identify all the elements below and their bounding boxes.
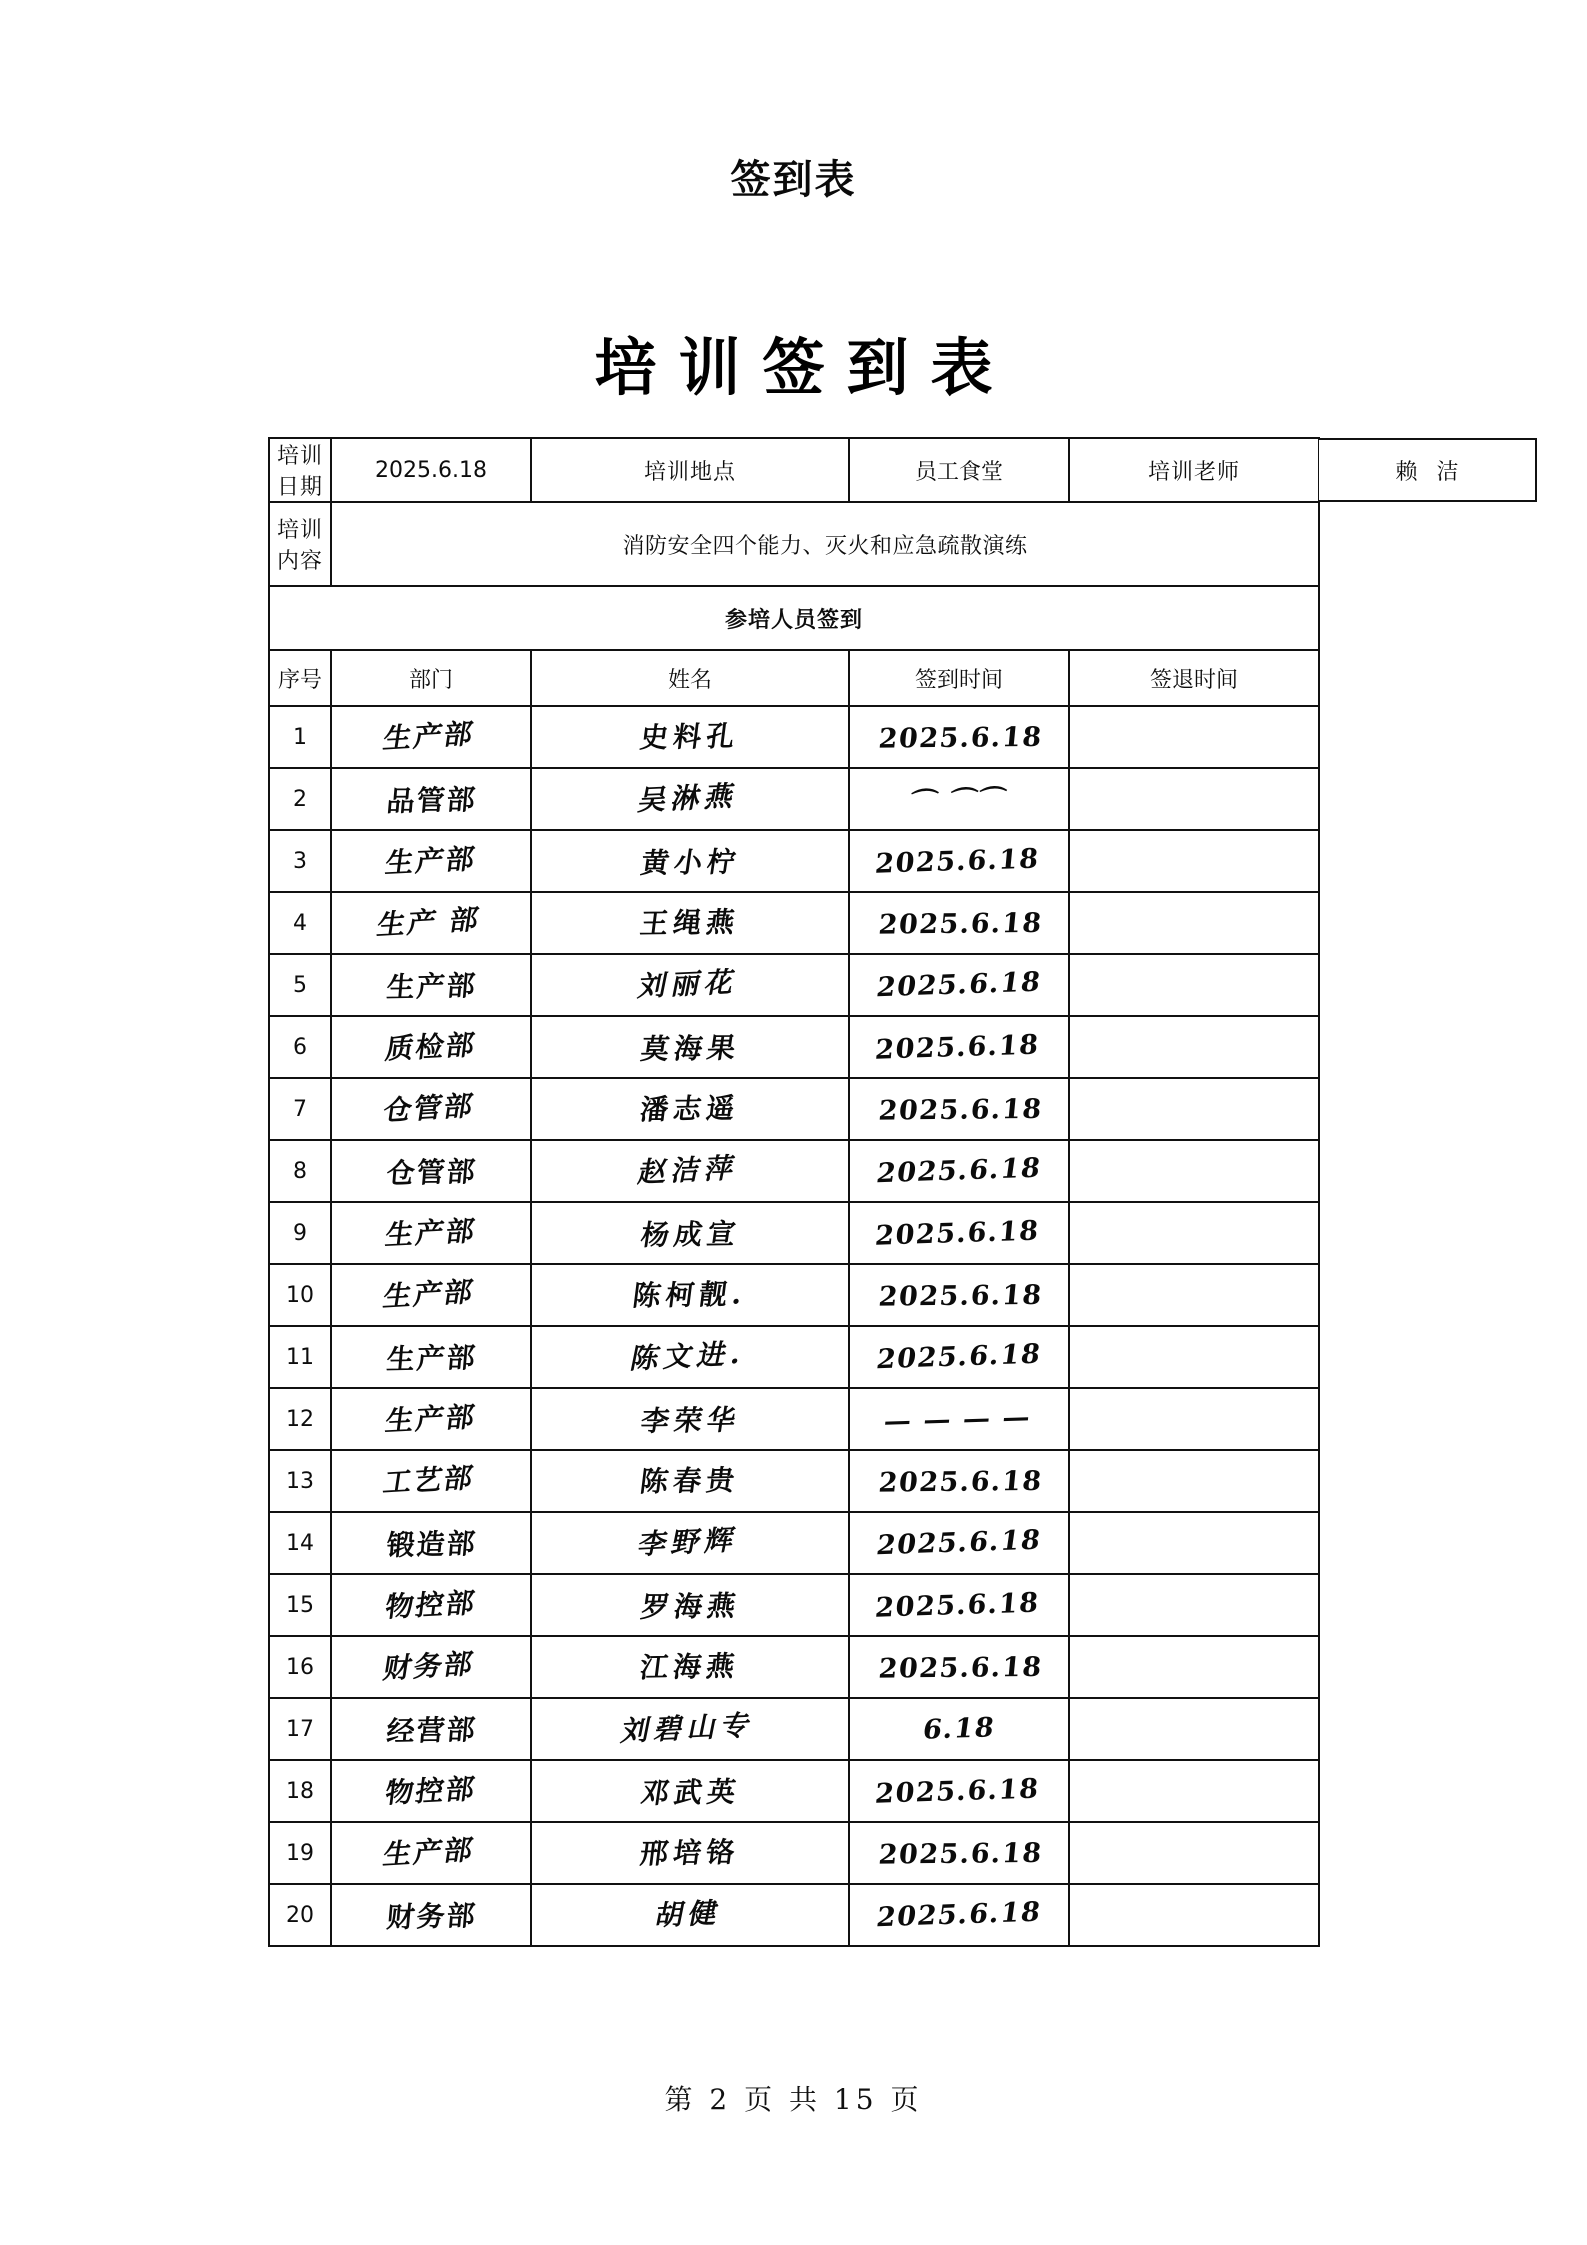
meta-row-content bbox=[269, 502, 1319, 586]
table-row bbox=[269, 1326, 1319, 1388]
row-department bbox=[331, 1636, 531, 1698]
row-sign-in-time bbox=[849, 1698, 1069, 1760]
row-sign-in-time-text: 2025.6.18 bbox=[874, 1896, 1044, 1934]
table-row bbox=[269, 830, 1319, 892]
row-department bbox=[331, 954, 531, 1016]
row-sign-in-time-text: 2025.6.18 bbox=[873, 843, 1041, 880]
row-department bbox=[331, 768, 531, 830]
row-department bbox=[331, 1202, 531, 1264]
row-name-signature-text: 王绳燕 bbox=[638, 905, 742, 941]
row-sign-in-time bbox=[849, 1140, 1069, 1202]
row-sign-out-time bbox=[1069, 892, 1319, 954]
row-department-text: 物控部 bbox=[383, 1772, 479, 1810]
row-sign-in-time-text: 2025.6.18 bbox=[877, 1651, 1045, 1685]
row-name-signature-text: 胡健 bbox=[652, 1896, 726, 1933]
row-sign-in-time bbox=[849, 1326, 1069, 1388]
row-sign-out-time bbox=[1069, 1078, 1319, 1140]
row-name-signature-text: 江海燕 bbox=[638, 1649, 742, 1685]
row-name-signature bbox=[531, 1574, 849, 1636]
row-name-signature-text: 李野辉 bbox=[635, 1523, 743, 1561]
row-department-text: 经营部 bbox=[385, 1713, 479, 1748]
row-department bbox=[331, 892, 531, 954]
training-content-value: 消防安全四个能力、灭火和应急疏散演练 bbox=[331, 502, 1319, 586]
row-sign-in-time-text: 2025.6.18 bbox=[873, 1587, 1041, 1624]
row-sign-out-time bbox=[1069, 1016, 1319, 1078]
row-name-signature bbox=[531, 1140, 849, 1202]
row-index: 6 bbox=[269, 1016, 331, 1078]
row-department-text: 生产部 bbox=[380, 1274, 477, 1314]
roster-section-header bbox=[269, 586, 1319, 650]
row-index: 8 bbox=[269, 1140, 331, 1202]
sign-in-table-container bbox=[268, 437, 1318, 1947]
row-sign-out-time bbox=[1069, 1822, 1319, 1884]
roster-section-title: 参培人员签到 bbox=[269, 586, 1319, 650]
table-row bbox=[269, 768, 1319, 830]
row-sign-out-time bbox=[1069, 768, 1319, 830]
table-row bbox=[269, 1450, 1319, 1512]
row-sign-out-time bbox=[1069, 830, 1319, 892]
row-index: 11 bbox=[269, 1326, 331, 1388]
row-sign-in-time-text: 2025.6.18 bbox=[874, 1152, 1044, 1190]
row-sign-in-time bbox=[849, 1078, 1069, 1140]
row-department-text: 仓管部 bbox=[385, 1155, 479, 1190]
row-sign-in-time-text: 2025.6.18 bbox=[874, 966, 1044, 1004]
row-name-signature bbox=[531, 1388, 849, 1450]
row-index: 14 bbox=[269, 1512, 331, 1574]
table-row bbox=[269, 892, 1319, 954]
row-sign-in-time bbox=[849, 892, 1069, 954]
row-index: 18 bbox=[269, 1760, 331, 1822]
row-department-text: 质检部 bbox=[383, 1028, 479, 1066]
row-department bbox=[331, 706, 531, 768]
table-row bbox=[269, 1264, 1319, 1326]
row-name-signature bbox=[531, 1512, 849, 1574]
row-name-signature-text: 潘志遥 bbox=[638, 1091, 742, 1127]
table-row bbox=[269, 1636, 1319, 1698]
row-name-signature bbox=[531, 706, 849, 768]
training-teacher-label: 培训老师 bbox=[1069, 438, 1319, 502]
row-sign-in-time-text: 2025.6.18 bbox=[877, 1093, 1045, 1127]
row-department-text: 生产部 bbox=[383, 842, 479, 880]
row-index: 20 bbox=[269, 1884, 331, 1946]
row-name-signature-text: 陈柯靓. bbox=[630, 1277, 749, 1313]
training-place-label: 培训地点 bbox=[531, 438, 849, 502]
row-name-signature-text: 刘碧山专 bbox=[618, 1708, 759, 1748]
row-sign-out-time bbox=[1069, 1574, 1319, 1636]
row-department-text: 生产部 bbox=[380, 1832, 477, 1872]
row-index: 4 bbox=[269, 892, 331, 954]
row-name-signature-text: 罗海燕 bbox=[638, 1589, 743, 1624]
row-department-text: 生产部 bbox=[383, 1400, 479, 1438]
table-row bbox=[269, 1140, 1319, 1202]
row-sign-in-time-text: 2025.6.18 bbox=[877, 907, 1045, 941]
row-department bbox=[331, 1388, 531, 1450]
column-header-index: 序号 bbox=[269, 650, 331, 706]
row-department-text: 财务部 bbox=[380, 1646, 477, 1686]
row-sign-in-time-text: 2025.6.18 bbox=[877, 1837, 1045, 1871]
row-sign-out-time bbox=[1069, 1760, 1319, 1822]
table-row bbox=[269, 954, 1319, 1016]
row-name-signature-text: 邢培铬 bbox=[638, 1835, 742, 1871]
table-row bbox=[269, 1760, 1319, 1822]
row-sign-in-time-text: 6.18 bbox=[920, 1712, 998, 1746]
row-department-text: 仓管部 bbox=[380, 1088, 477, 1128]
row-sign-in-time bbox=[849, 1760, 1069, 1822]
training-teacher-value-overlay: 赖 洁 bbox=[1319, 438, 1537, 502]
row-name-signature bbox=[531, 830, 849, 892]
row-sign-in-time bbox=[849, 830, 1069, 892]
table-row bbox=[269, 1016, 1319, 1078]
row-sign-out-time bbox=[1069, 1450, 1319, 1512]
table-row bbox=[269, 1884, 1319, 1946]
row-sign-in-time bbox=[849, 1884, 1069, 1946]
column-header-dept: 部门 bbox=[331, 650, 531, 706]
row-sign-out-time bbox=[1069, 954, 1319, 1016]
row-sign-in-time bbox=[849, 768, 1069, 830]
row-department-text: 生产 部 bbox=[374, 902, 483, 942]
row-sign-in-time-text: ⌒ ⌒⌒ bbox=[907, 784, 1010, 820]
row-sign-in-time bbox=[849, 1636, 1069, 1698]
row-name-signature bbox=[531, 1016, 849, 1078]
row-department-text: 锻造部 bbox=[385, 1527, 479, 1562]
row-department-text: 物控部 bbox=[383, 1586, 479, 1624]
table-row bbox=[269, 1512, 1319, 1574]
row-index: 2 bbox=[269, 768, 331, 830]
row-index: 10 bbox=[269, 1264, 331, 1326]
row-name-signature bbox=[531, 1264, 849, 1326]
document-header-title: 签到表 bbox=[730, 156, 857, 203]
row-name-signature-text: 陈文进. bbox=[627, 1336, 750, 1376]
row-department bbox=[331, 830, 531, 892]
row-index: 9 bbox=[269, 1202, 331, 1264]
row-department-text: 财务部 bbox=[385, 1899, 479, 1934]
roster-column-header-row bbox=[269, 650, 1319, 706]
row-department-text: 工艺部 bbox=[380, 1460, 477, 1500]
row-name-signature bbox=[531, 1822, 849, 1884]
row-sign-in-time bbox=[849, 954, 1069, 1016]
training-date-value: 2025.6.18 bbox=[331, 438, 531, 502]
meta-row-date-place-teacher bbox=[269, 438, 1319, 502]
row-department bbox=[331, 1760, 531, 1822]
row-sign-out-time bbox=[1069, 1636, 1319, 1698]
row-name-signature bbox=[531, 1636, 849, 1698]
row-department-text: 生产部 bbox=[380, 716, 477, 756]
row-sign-out-time bbox=[1069, 1388, 1319, 1450]
table-row bbox=[269, 706, 1319, 768]
row-department bbox=[331, 1512, 531, 1574]
row-name-signature-text: 黄小柠 bbox=[638, 845, 743, 880]
page-title: 培训签到表 bbox=[594, 331, 1015, 404]
row-sign-in-time bbox=[849, 1512, 1069, 1574]
row-sign-in-time bbox=[849, 1574, 1069, 1636]
row-sign-in-time-text: 2025.6.18 bbox=[877, 1279, 1045, 1313]
row-name-signature bbox=[531, 1760, 849, 1822]
row-sign-in-time-text: — — — — bbox=[882, 1401, 1033, 1438]
row-name-signature-text: 刘丽花 bbox=[635, 965, 743, 1003]
row-sign-out-time bbox=[1069, 1884, 1319, 1946]
row-index: 17 bbox=[269, 1698, 331, 1760]
row-sign-in-time bbox=[849, 1202, 1069, 1264]
row-sign-in-time-text: 2025.6.18 bbox=[873, 1773, 1041, 1810]
row-index: 7 bbox=[269, 1078, 331, 1140]
row-name-signature bbox=[531, 1450, 849, 1512]
row-department bbox=[331, 1016, 531, 1078]
row-sign-out-time bbox=[1069, 1202, 1319, 1264]
row-department bbox=[331, 1574, 531, 1636]
row-sign-in-time-text: 2025.6.18 bbox=[877, 721, 1045, 755]
row-sign-in-time bbox=[849, 1822, 1069, 1884]
row-index: 5 bbox=[269, 954, 331, 1016]
row-name-signature-text: 杨成宣 bbox=[638, 1217, 743, 1252]
row-index: 15 bbox=[269, 1574, 331, 1636]
row-name-signature bbox=[531, 892, 849, 954]
row-sign-in-time-text: 2025.6.18 bbox=[874, 1338, 1044, 1376]
row-sign-in-time bbox=[849, 1450, 1069, 1512]
row-name-signature-text: 史料孔 bbox=[638, 719, 742, 755]
table-row bbox=[269, 1574, 1319, 1636]
row-department-text: 生产部 bbox=[385, 1341, 479, 1376]
row-name-signature bbox=[531, 1326, 849, 1388]
row-department-text: 生产部 bbox=[385, 969, 479, 1004]
row-name-signature bbox=[531, 768, 849, 830]
row-name-signature bbox=[531, 1884, 849, 1946]
row-name-signature bbox=[531, 954, 849, 1016]
table-row bbox=[269, 1822, 1319, 1884]
row-name-signature-text: 陈春贵 bbox=[638, 1463, 742, 1499]
row-sign-out-time bbox=[1069, 1512, 1319, 1574]
row-index: 19 bbox=[269, 1822, 331, 1884]
row-sign-out-time bbox=[1069, 706, 1319, 768]
table-row bbox=[269, 1202, 1319, 1264]
row-department bbox=[331, 1140, 531, 1202]
row-name-signature-text: 吴淋燕 bbox=[635, 779, 743, 817]
row-index: 13 bbox=[269, 1450, 331, 1512]
row-sign-in-time bbox=[849, 706, 1069, 768]
table-row bbox=[269, 1698, 1319, 1760]
row-sign-out-time bbox=[1069, 1326, 1319, 1388]
row-name-signature bbox=[531, 1202, 849, 1264]
row-department bbox=[331, 1078, 531, 1140]
row-sign-in-time bbox=[849, 1388, 1069, 1450]
row-sign-in-time-text: 2025.6.18 bbox=[873, 1215, 1041, 1252]
table-row bbox=[269, 1388, 1319, 1450]
row-department bbox=[331, 1884, 531, 1946]
training-place-value: 员工食堂 bbox=[849, 438, 1069, 502]
row-department bbox=[331, 1822, 531, 1884]
page-footer: 第 2 页 共 15 页 bbox=[664, 2083, 923, 2116]
row-department-text: 生产部 bbox=[383, 1214, 479, 1252]
row-index: 16 bbox=[269, 1636, 331, 1698]
training-date-label: 培训日期 bbox=[269, 438, 331, 502]
row-sign-out-time bbox=[1069, 1698, 1319, 1760]
row-department bbox=[331, 1326, 531, 1388]
row-index: 1 bbox=[269, 706, 331, 768]
row-sign-in-time bbox=[849, 1016, 1069, 1078]
row-sign-in-time bbox=[849, 1264, 1069, 1326]
row-sign-in-time-text: 2025.6.18 bbox=[873, 1029, 1041, 1066]
row-name-signature-text: 邓武英 bbox=[638, 1775, 743, 1810]
training-content-label: 培训内容 bbox=[269, 502, 331, 586]
row-name-signature-text: 李荣华 bbox=[638, 1403, 743, 1438]
row-sign-in-time-text: 2025.6.18 bbox=[877, 1465, 1045, 1499]
row-name-signature-text: 赵洁萍 bbox=[635, 1151, 743, 1189]
sign-in-table bbox=[268, 437, 1320, 1947]
row-index: 3 bbox=[269, 830, 331, 892]
row-sign-out-time bbox=[1069, 1264, 1319, 1326]
row-name-signature bbox=[531, 1078, 849, 1140]
row-name-signature-text: 莫海果 bbox=[638, 1031, 743, 1066]
row-department-text: 品管部 bbox=[385, 783, 479, 818]
column-header-name: 姓名 bbox=[531, 650, 849, 706]
row-index: 12 bbox=[269, 1388, 331, 1450]
row-department bbox=[331, 1698, 531, 1760]
table-row bbox=[269, 1078, 1319, 1140]
row-sign-in-time-text: 2025.6.18 bbox=[874, 1524, 1044, 1562]
column-header-sign-out: 签退时间 bbox=[1069, 650, 1319, 706]
roster-rows bbox=[269, 706, 1319, 1946]
row-name-signature bbox=[531, 1698, 849, 1760]
row-department bbox=[331, 1264, 531, 1326]
row-department bbox=[331, 1450, 531, 1512]
column-header-sign-in: 签到时间 bbox=[849, 650, 1069, 706]
row-sign-out-time bbox=[1069, 1140, 1319, 1202]
